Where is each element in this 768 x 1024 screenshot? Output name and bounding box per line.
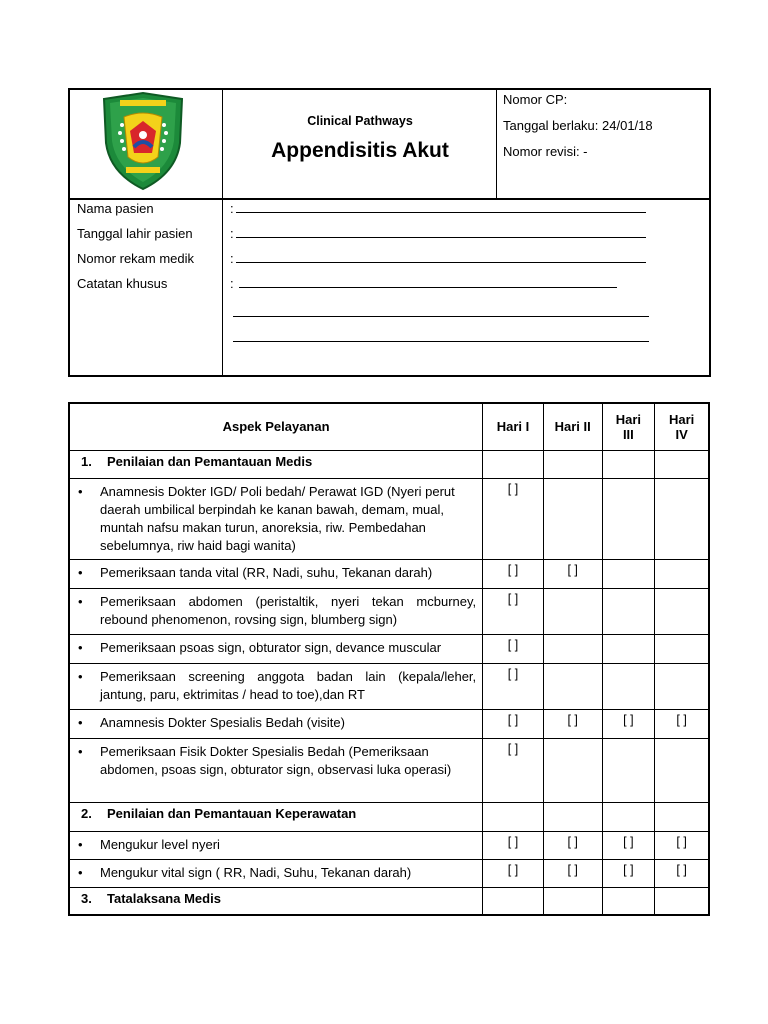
item-text: Pemeriksaan abdomen (peristaltik, nyeri tekan mcburney, rebound phenomenon, rovsing sign, blumberg sign) (100, 593, 477, 627)
header-hari-2: Hari II (543, 403, 602, 450)
divider (70, 198, 709, 200)
divider (222, 90, 223, 375)
header-aspek: Aspek Pelayanan (69, 403, 483, 450)
checkbox-hari-1[interactable]: [ ] (483, 634, 544, 663)
field-label-catatan: Catatan khusus (77, 276, 168, 291)
section-title: Tatalaksana Medis (107, 890, 221, 906)
table-row: • Anamnesis Dokter Spesialis Bedah (visite) [ ] [ ] [ ] [ ] (69, 709, 709, 738)
checkbox-hari-1[interactable]: [ ] (483, 478, 544, 559)
item-text: Pemeriksaan tanda vital (RR, Nadi, suhu, Tekanan darah) (100, 564, 433, 580)
item-text: Pemeriksaan screening anggota badan lain (kepala/leher, jantung, paru, ektrimitas / head to toe),dan RT (100, 668, 477, 702)
document-title: Appendisitis Akut (271, 139, 449, 162)
item-text: Pemeriksaan Fisik Dokter Spesialis Bedah (Pemeriksaan abdomen, psoas sign, obturator sign, observasi luka operasi) (100, 743, 452, 777)
document-subtitle: Clinical Pathways (307, 114, 413, 128)
checkbox-hari-4[interactable]: [ ] (655, 709, 709, 738)
checkbox-hari-2[interactable]: [ ] (543, 709, 602, 738)
checkbox-hari-2[interactable]: [ ] (543, 859, 602, 887)
field-line-catatan[interactable]: : (230, 276, 617, 291)
tanggal-berlaku: Tanggal berlaku: 24/01/18 (503, 118, 653, 133)
header-hari-1: Hari I (483, 403, 544, 450)
item-text: Anamnesis Dokter Spesialis Bedah (visite) (100, 714, 345, 730)
section-row: 2. Penilaian dan Pemantauan Keperawatan (69, 802, 709, 831)
checkbox-hari-1[interactable]: [ ] (483, 859, 544, 887)
field-label-rekam-medik: Nomor rekam medik (77, 251, 195, 266)
catatan-line-2[interactable] (233, 316, 649, 317)
table-row: • Mengukur level nyeri [ ] [ ] [ ] [ ] (69, 831, 709, 859)
table-row: • Pemeriksaan abdomen (peristaltik, nyeri tekan mcburney, rebound phenomenon, rovsing sign, blumberg sign) [ ] (69, 588, 709, 634)
item-text: Anamnesis Dokter IGD/ Poli bedah/ Perawat IGD (Nyeri perut daerah umbilical berpindah ke kanan bawah, demam, mual, muntah nafsu makan turun, anoreksia, riw. Pembedahan sebelumnya, riw haid bagi wanita) (100, 483, 455, 553)
section-row: 3. Tatalaksana Medis (69, 887, 709, 915)
checkbox-hari-4[interactable]: [ ] (655, 831, 709, 859)
section-title: Penilaian dan Pemantauan Keperawatan (107, 805, 357, 821)
table-row: • Mengukur vital sign ( RR, Nadi, Suhu, Tekanan darah) [ ] [ ] [ ] [ ] (69, 859, 709, 887)
regional-crest-shield-icon (96, 91, 190, 191)
header-hari-3: Hari III (602, 403, 655, 450)
checkbox-hari-1[interactable]: [ ] (483, 588, 544, 634)
field-label-tanggal-lahir: Tanggal lahir pasien (77, 226, 193, 241)
field-line-rekam-medik[interactable]: : (230, 251, 646, 266)
checkbox-hari-1[interactable]: [ ] (483, 831, 544, 859)
checkbox-hari-3[interactable]: [ ] (602, 831, 655, 859)
checkbox-hari-1[interactable]: [ ] (483, 738, 544, 802)
table-row: • Pemeriksaan psoas sign, obturator sign, devance muscular [ ] (69, 634, 709, 663)
item-text: Mengukur vital sign ( RR, Nadi, Suhu, Tekanan darah) (100, 864, 412, 880)
pathway-table (68, 402, 710, 916)
nomor-revisi: Nomor revisi: - (503, 144, 588, 159)
checkbox-hari-3[interactable]: [ ] (602, 709, 655, 738)
checkbox-hari-1[interactable]: [ ] (483, 663, 544, 709)
field-label-nama: Nama pasien (77, 201, 154, 216)
checkbox-hari-1[interactable]: [ ] (483, 559, 544, 588)
field-line-tanggal-lahir[interactable]: : (230, 226, 646, 241)
table-row: • Anamnesis Dokter IGD/ Poli bedah/ Perawat IGD (Nyeri perut daerah umbilical berpindah ke kanan bawah, demam, mual, muntah nafsu makan turun, anoreksia, riw. Pembedahan sebelumnya, riw haid bagi wanita) [ ] (69, 478, 709, 559)
section-row: 1. Penilaian dan Pemantauan Medis (69, 450, 709, 478)
header-box (68, 88, 711, 377)
catatan-line-3[interactable] (233, 341, 649, 342)
table-row: • Pemeriksaan Fisik Dokter Spesialis Bedah (Pemeriksaan abdomen, psoas sign, obturator sign, observasi luka operasi) [ ] (69, 738, 709, 802)
item-text: Pemeriksaan psoas sign, obturator sign, devance muscular (100, 639, 442, 655)
nomor-cp: Nomor CP: (503, 92, 568, 107)
table-row: • Pemeriksaan screening anggota badan lain (kepala/leher, jantung, paru, ektrimitas / head to toe),dan RT [ ] (69, 663, 709, 709)
checkbox-hari-2[interactable]: [ ] (543, 831, 602, 859)
checkbox-hari-2[interactable]: [ ] (543, 559, 602, 588)
header-hari-4: Hari IV (655, 403, 709, 450)
table-row: • Pemeriksaan tanda vital (RR, Nadi, suhu, Tekanan darah) [ ] [ ] (69, 559, 709, 588)
checkbox-hari-4[interactable]: [ ] (655, 859, 709, 887)
checkbox-hari-1[interactable]: [ ] (483, 709, 544, 738)
field-line-nama[interactable]: : (230, 201, 646, 216)
checkbox-hari-3[interactable]: [ ] (602, 859, 655, 887)
section-title: Penilaian dan Pemantauan Medis (107, 453, 313, 469)
item-text: Mengukur level nyeri (100, 836, 220, 852)
